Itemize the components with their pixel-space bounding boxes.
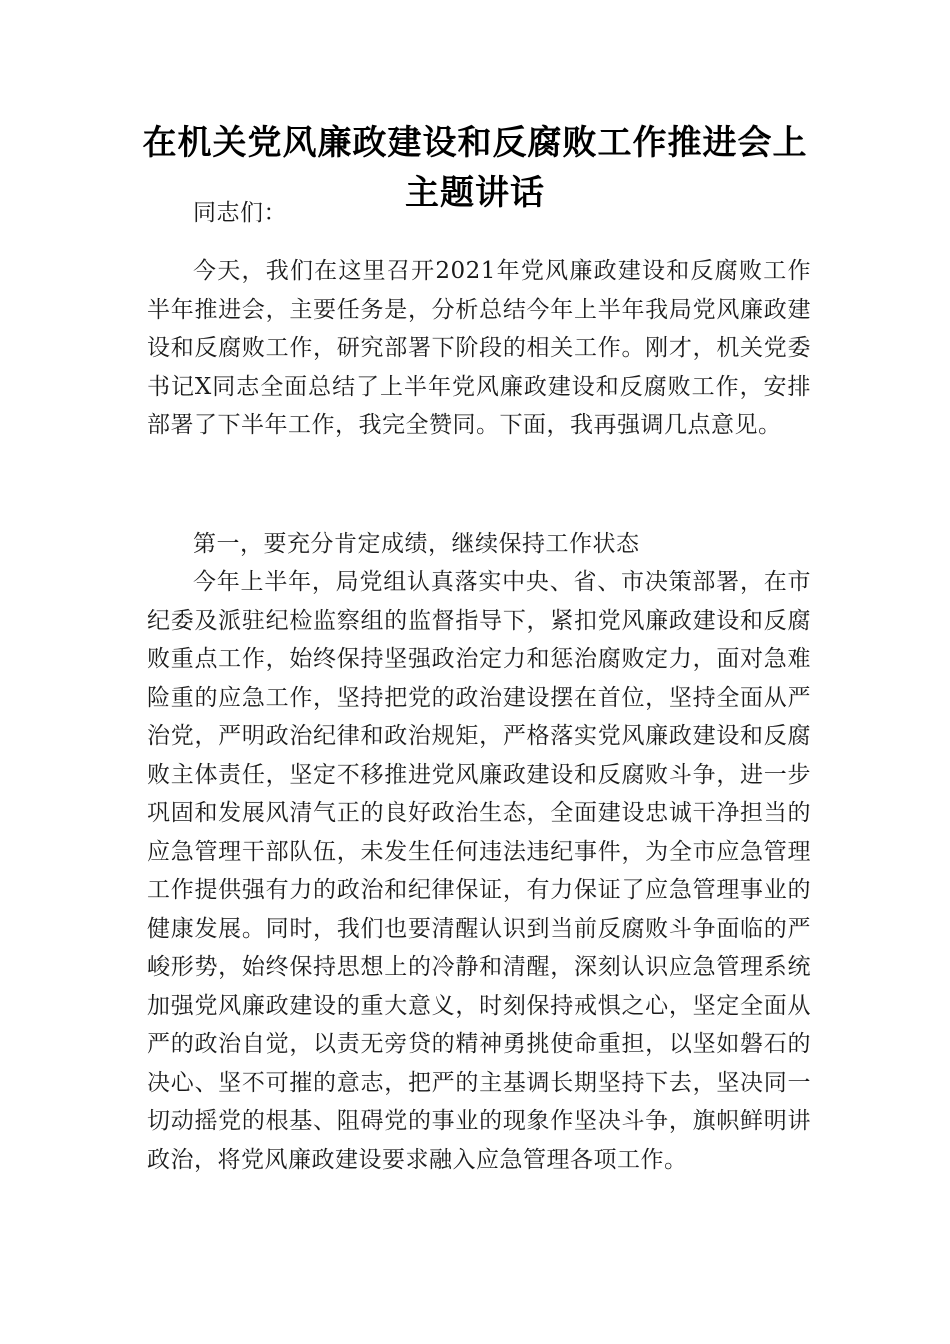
paragraph-text: 今天，我们在这里召开2021年党风廉政建设和反腐败工作半年推进会，主要任务是，分析总结今年上半年我局党风廉政建设和反腐败工作，研究部署下阶段的相关工作。刚才，机关党委书记X同志全面总结了上半年党风廉政建设和反腐败工作，安排部署了下半年工作，我完全赞同。下面，我再强调几点意见。 [147, 258, 811, 438]
salutation-text: 同志们： [193, 200, 287, 226]
title-line-2: 主题讲话 [405, 173, 545, 213]
section-paragraph-text: 今年上半年，局党组认真落实中央、省、市决策部署，在市纪委及派驻纪检监察组的监督指导下，紧扣党风廉政建设和反腐败重点工作，始终保持坚强政治定力和惩治腐败定力，面对急难险重的应急工作，坚持把党的政治建设摆在首位，坚持全面从严治党，严明政治纪律和政治规矩，严格落实党风廉政建设和反腐败主体责任，坚定不移推进党风廉政建设和反腐败斗争，进一步巩固和发展风清气正的良好政治生态，全面建设忠诚干净担当的应急管理干部队伍，未发生任何违法违纪事件，为全市应急管理工作提供强有力的政治和纪律保证，有力保证了应急管理事业的健康发展。同时，我们也要清醒认识到当前反腐败斗争面临的严峻形势，始终保持思想上的冷静和清醒，深刻认识应急管理系统加强党风廉政建设的重大意义，时刻保持戒惧之心，坚定全面从严的政治自觉，以责无旁贷的精神勇挑使命重担，以坚如磐石的决心、坚不可摧的意志，把严的主基调长期坚持下去，坚决同一切动摇党的根基、阻碍党的事业的现象作坚决斗争，旗帜鲜明讲政治，将党风廉政建设要求融入应急管理各项工作。 [147, 569, 811, 1173]
section-heading [147, 525, 811, 564]
opening-paragraph [147, 252, 811, 445]
section-paragraph [147, 563, 811, 1179]
section-heading-text: 第一，要充分肯定成绩，继续保持工作状态 [193, 531, 640, 557]
title-line-1: 在机关党风廉政建设和反腐败工作推进会上 [142, 123, 808, 163]
salutation [147, 194, 811, 233]
